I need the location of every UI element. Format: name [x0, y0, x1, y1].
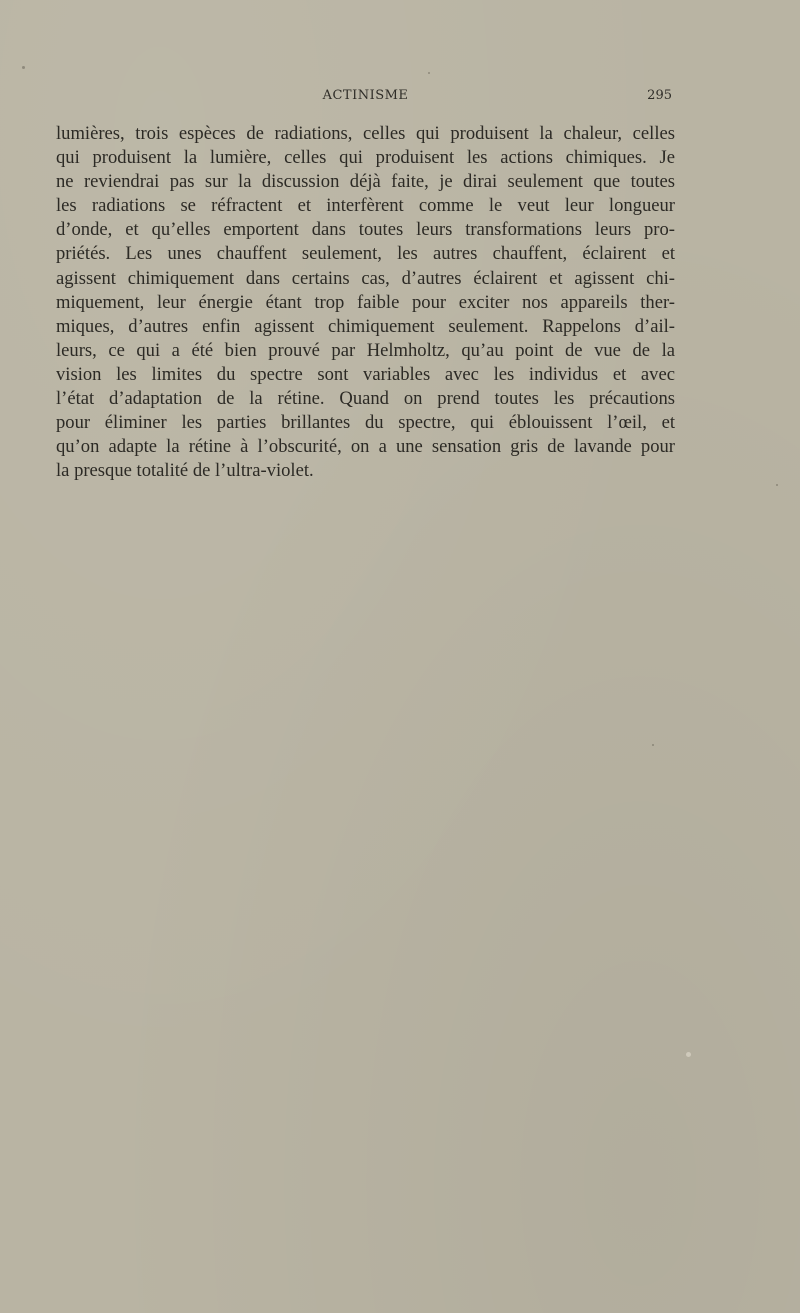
- running-title: ACTINISME: [322, 88, 409, 103]
- text-line: priétés. Les unes chauffent seulement, les autres chauffent, éclairent et: [56, 243, 675, 265]
- text-line: les radiations se réfractent et interfèrent comme le veut leur longueur: [56, 195, 675, 217]
- body-paragraph: [56, 122, 675, 483]
- running-head: [56, 88, 675, 108]
- text-line: l’état d’adaptation de la rétine. Quand on prend toutes les précautions: [56, 388, 675, 410]
- paper-speck: [22, 66, 25, 69]
- paper-speck: [686, 1052, 691, 1057]
- text-line: qui produisent la lumière, celles qui produisent les actions chimiques. Je: [56, 147, 675, 169]
- text-line: vision les limites du spectre sont variables avec les individus et avec: [56, 363, 675, 385]
- text-line: miques, d’autres enfin agissent chimiquement seulement. Rappelons d’ail-: [56, 315, 675, 337]
- text-line: qu’on adapte la rétine à l’obscurité, on a une sensation gris de lavande pour: [56, 436, 675, 458]
- page-number: 295: [647, 88, 672, 103]
- text-line: lumières, trois espèces de radiations, celles qui produisent la chaleur, celles: [56, 123, 675, 144]
- text-line: miquement, leur énergie étant trop faible pour exciter nos appareils ther-: [56, 291, 675, 313]
- text-line: agissent chimiquement dans certains cas, d’autres éclairent et agissent chi-: [56, 267, 675, 289]
- text-line: ne reviendrai pas sur la discussion déjà faite, je dirai seulement que toutes: [56, 171, 675, 193]
- text-line: pour éliminer les parties brillantes du spectre, qui éblouissent l’œil, et: [56, 412, 675, 434]
- text-line: d’onde, et qu’elles emportent dans toutes leurs transformations leurs pro-: [56, 219, 675, 241]
- paper-speck: [776, 484, 778, 486]
- paper-speck: [652, 744, 654, 746]
- text-line: leurs, ce qui a été bien prouvé par Helmholtz, qu’au point de vue de la: [56, 339, 675, 361]
- text-line-last: la presque totalité de l’ultra-violet.: [56, 460, 314, 482]
- paper-speck: [428, 72, 430, 74]
